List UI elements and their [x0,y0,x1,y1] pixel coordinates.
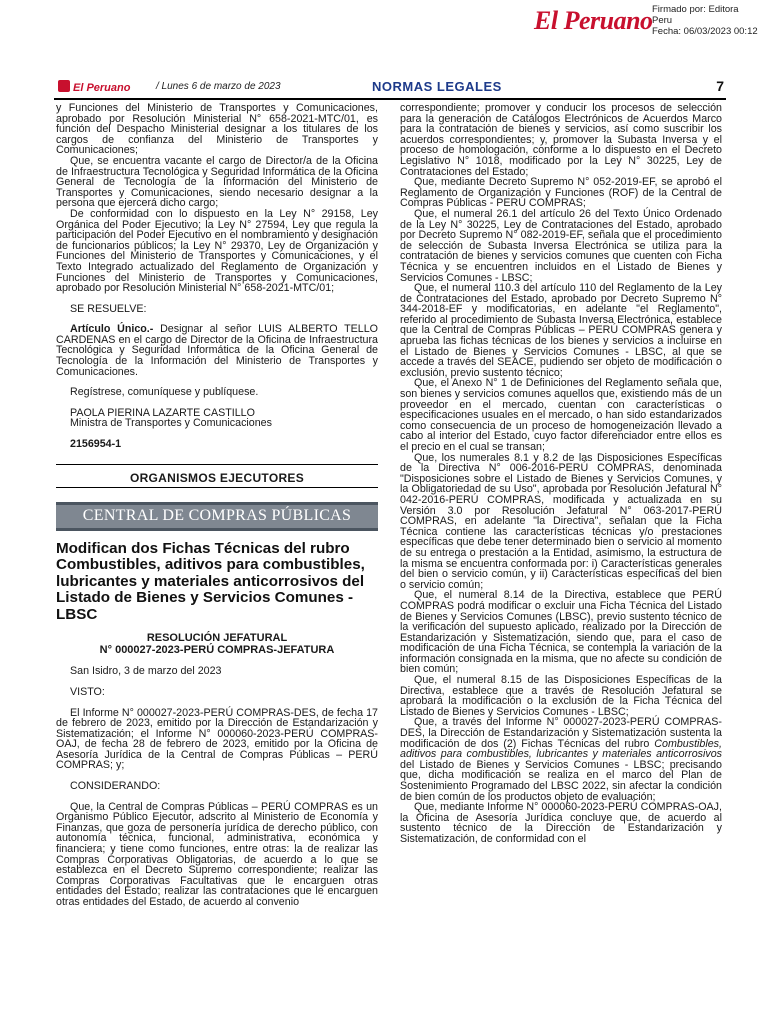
right-column [400,103,722,845]
resolution-title-line: RESOLUCIÓN JEFATURAL [146,632,288,645]
article [56,324,378,377]
paragraph: y Funciones del Ministerio de Transportes y Comunicaciones, aprobado por Resolución Ministerial N° 658-2021-MTC/01, es función del Despacho Ministerial designar a los titulares de los cargos de confianza del Ministerio de Transportes y Comunicaciones; [56,102,378,157]
resolve-heading: SE RESUELVE: [70,302,147,315]
headline: Modifican dos Fichas Técnicas del rubro Combustibles, aditivos para combustibles, lubricantes y materiales anticorrosivos del Listado de Bienes y Servicios Comunes - LBSC [56,539,365,623]
resolution-number: N° 000027-2023-PERÚ COMPRAS-JEFATURA [99,643,335,656]
paragraph: Que, el Anexo N° 1 de Definiciones del Reglamento señala que, son bienes y servicios comunes aquellos que, existiendo más de un proveedor en el mercado, cuentan con características o especificaciones usuales en el mercado, o han sido estandarizados como consecuencia de un proceso de homogeneización llevado a cabo al interior del Estado, cuyo factor diferenciador entre ellos es el precio en el cual se transan; [400,377,722,453]
paragraph [400,717,722,802]
signature-line: Firmado por: Editora [652,4,739,15]
header-date: / Lunes 6 de marzo de 2023 [156,81,281,92]
article-label: Artículo Único.- [70,323,154,336]
visto-heading: VISTO: [70,685,105,698]
institution-banner: CENTRAL DE COMPRAS PÚBLICAS [56,502,378,531]
signature-line: Peru [652,15,673,26]
paragraph: De conformidad con lo dispuesto en la Ley N° 29158, Ley Orgánica del Poder Ejecutivo; la Ley N° 27594, Ley que regula la participación del Poder Ejecutivo en el nombramiento y designación de funcionarios públicos; la Ley N° 29370, Ley de Organización y Funciones del Ministerio de Transportes y Comunicaciones, y el Texto Integrado actualizado del Reglamento de Organización y Funciones del Ministerio de Transportes y Comunicaciones, aprobado por Resolución Ministerial N° 658-2021-MTC/01; [56,207,378,295]
paragraph: Que, la Central de Compras Públicas – PERÚ COMPRAS es un Organismo Público Ejecutor, adscrito al Ministerio de Economía y Finanzas, que goza de personería jurídica de derecho público, con autonomía técnica, funcional, administrativa, económica y financiera; y tiene como funciones, entre otras: la de realizar las Compras Corporativas Obligatorias, de acuerdo a lo que se establezca en el Decreto Supremo correspondiente; realizar las Compras Corporativas Facultativas que le encarguen otras entidades del Estado; realizar las contrataciones que le encarguen otras entidades del Estado, de acuerdo al convenio [56,800,378,908]
paragraph: Que, el numeral 110.3 del artículo 110 del Reglamento de la Ley de Contrataciones del Estado, aprobado por Decreto Supremo N° 344-2018-EF y modificatorias, en adelante "el Reglamento", referido al procedimiento de Subasta Inversa Electrónica, establece que la Central de Compras Públicas – PERÚ COMPRAS genera y aprueba las fichas técnicas de los bienes y servicios a incluirse en el Listado de Bienes y Servicios Comunes - LBSC, al que se accede a través del SEACE, pudiendo ser objeto de modificación o exclusión, previo sustento técnico; [400,282,722,379]
paragraph: correspondiente; promover y conducir los procesos de selección para la generación de Catálogos Electrónicos de Acuerdos Marco para la contratación de bienes y servicios, así como suscribir los acuerdos correspondientes; y, promover la Subasta Inversa y el proceso de homologación, conforme a lo dispuesto en el Decreto Legislativo N° 1018, modificado por la Ley N° 30225, Ley de Contrataciones del Estado; [400,102,722,178]
paragraph-text: Que, a través del Informe N° 000027-2023-PERÚ COMPRAS-DES, la Dirección de Estandarización y Sistematización sustenta la modificación de dos (2) Fichas Técnicas del rubro [400,716,722,750]
signature-text [652,4,758,37]
paragraph: Que, se encuentra vacante el cargo de Director/a de la Oficina de Infraestructura Tecnológica y Seguridad Informática de la Oficina General de Tecnología de la Información del Ministerio de Transportes y Comunicaciones, siendo necesario designar a la persona que ejercerá dicho cargo; [56,154,378,210]
publication-code: 2156954-1 [70,438,122,451]
section-title: NORMAS LEGALES [372,79,502,94]
place-date: San Isidro, 3 de marzo del 2023 [70,665,222,678]
paragraph: Que, mediante Decreto Supremo N° 052-2019-EF, se aprobó el Reglamento de Organización y Funciones (ROF) de la Central de Compras Públicas - PERÚ COMPRAS; [400,176,722,210]
signature-line: Fecha: 06/03/2023 00:12 [652,26,758,37]
resolution-title [56,633,378,656]
paragraph: Que, el numeral 26.1 del artículo 26 del Texto Único Ordenado de la Ley N° 30225, Ley de Contrataciones del Estado, aprobado por Decreto Supremo N° 082-2019-EF, señala que el procedimiento de selección de Subasta Inversa Electrónica se utiliza para la contratación de bienes y servicios comunes que cuenten con Ficha Técnica y se encuentren incluidos en el Listado de Bienes y Servicios Comunes - LBSC; [400,207,722,284]
page-number: 7 [716,78,724,94]
paragraph: Que, el numeral 8.15 de las Disposiciones Específicas de la Directiva, establece que a través de Resolución Jefatural se aprobará la modificación o la exclusión de la Ficha Técnica del Listado de Bienes y Servicios Comunes - LBSC; [400,674,722,718]
digital-signature [0,0,768,60]
paragraph: Que, los numerales 8.1 y 8.2 de las Disposiciones Específicas de la Directiva N° 006-2016-PERÚ COMPRAS, denominada "Disposiciones sobre el Listado de Bienes y Servicios Comunes, y la Obligatoriedad de su Uso", aprobada por Resolución Jefatural N° 042-2016-PERÚ COMPRAS, modificada y actualizada en su Versión 3.0 por Resolución Jefatural N° 063-2017-PERÚ COMPRAS, en adelante "la Directiva", señalan que la Ficha Técnica contiene las características técnicas y/o prestaciones específicas que debe tener determinado bien o servicio al momento de su entrega o prestación a la Entidad, asimismo, la estructura de la misma se encuentra conformada por: i) Características generales del bien o servicio común, y ii) Características específicas del bien o servicio común; [400,451,722,591]
paragraph-italic: Combustibles, aditivos para combustibles, lubricantes y materiales anticorrosivos [400,737,722,761]
paragraph: Que, mediante Informe N° 000060-2023-PERÚ COMPRAS-OAJ, la Oficina de Asesoría Jurídica concluye que, de acuerdo al sustento técnico de la Dirección de Estandarización y Sistematización, de conformidad con el [400,801,722,845]
closing-formula: Regístrese, comuníquese y publíquese. [70,386,259,399]
signer-name: PAOLA PIERINA LAZARTE CASTILLO [70,406,255,419]
article-text: Designar al señor LUIS ALBERTO TELLO CARDENAS en el cargo de Director de la Oficina de Infraestructura Tecnológica y Seguridad Informática de la Oficina General de Tecnología de la Información del Ministerio de Transportes y Comunicaciones. [56,323,378,378]
paragraph: Que, el numeral 8.14 de la Directiva, establece que PERÚ COMPRAS podrá modificar o excluir una Ficha Técnica del Listado de Bienes y Servicios Comunes (LBSC), previo sustento técnico de la verificación del supuesto aplicado, realizado por la Dirección de Estandarización y Sistematización, siendo que, para el caso de modificación de una Ficha Técnica, se contempla la variación de la información consignada en la misma, que no afecte su condición de bien común; [400,589,722,676]
signer-title: Ministra de Transportes y Comunicaciones [70,417,272,430]
considerando-heading: CONSIDERANDO: [70,780,161,793]
paragraph-text: del Listado de Bienes y Servicios Comunes - LBSC; precisando que, dicha modificación se realiza en el marco del Plan de Sostenimiento Programado del LBSC 2022, sin afectar la condición de bien común de los productos objeto de evaluación; [400,758,722,803]
crest-icon [58,80,70,92]
header-logo-text: El Peruano [73,82,131,94]
section-heading: ORGANISMOS EJECUTORES [56,471,378,489]
el-peruano-logo: El Peruano [534,6,653,35]
page-header [54,76,726,100]
paragraph: El Informe N° 000027-2023-PERÚ COMPRAS-DES, de fecha 17 de febrero de 2023, emitido por la Dirección de Estandarización y Sistematización; el Informe N° 000060-2023-PERÚ COMPRAS-OAJ, de fecha 28 de febrero de 2023, emitido por la Oficina de Asesoría Jurídica de la Central de Compras Públicas – PERÚ COMPRAS; y; [56,706,378,772]
left-column [56,103,378,908]
header-logo [58,80,130,94]
